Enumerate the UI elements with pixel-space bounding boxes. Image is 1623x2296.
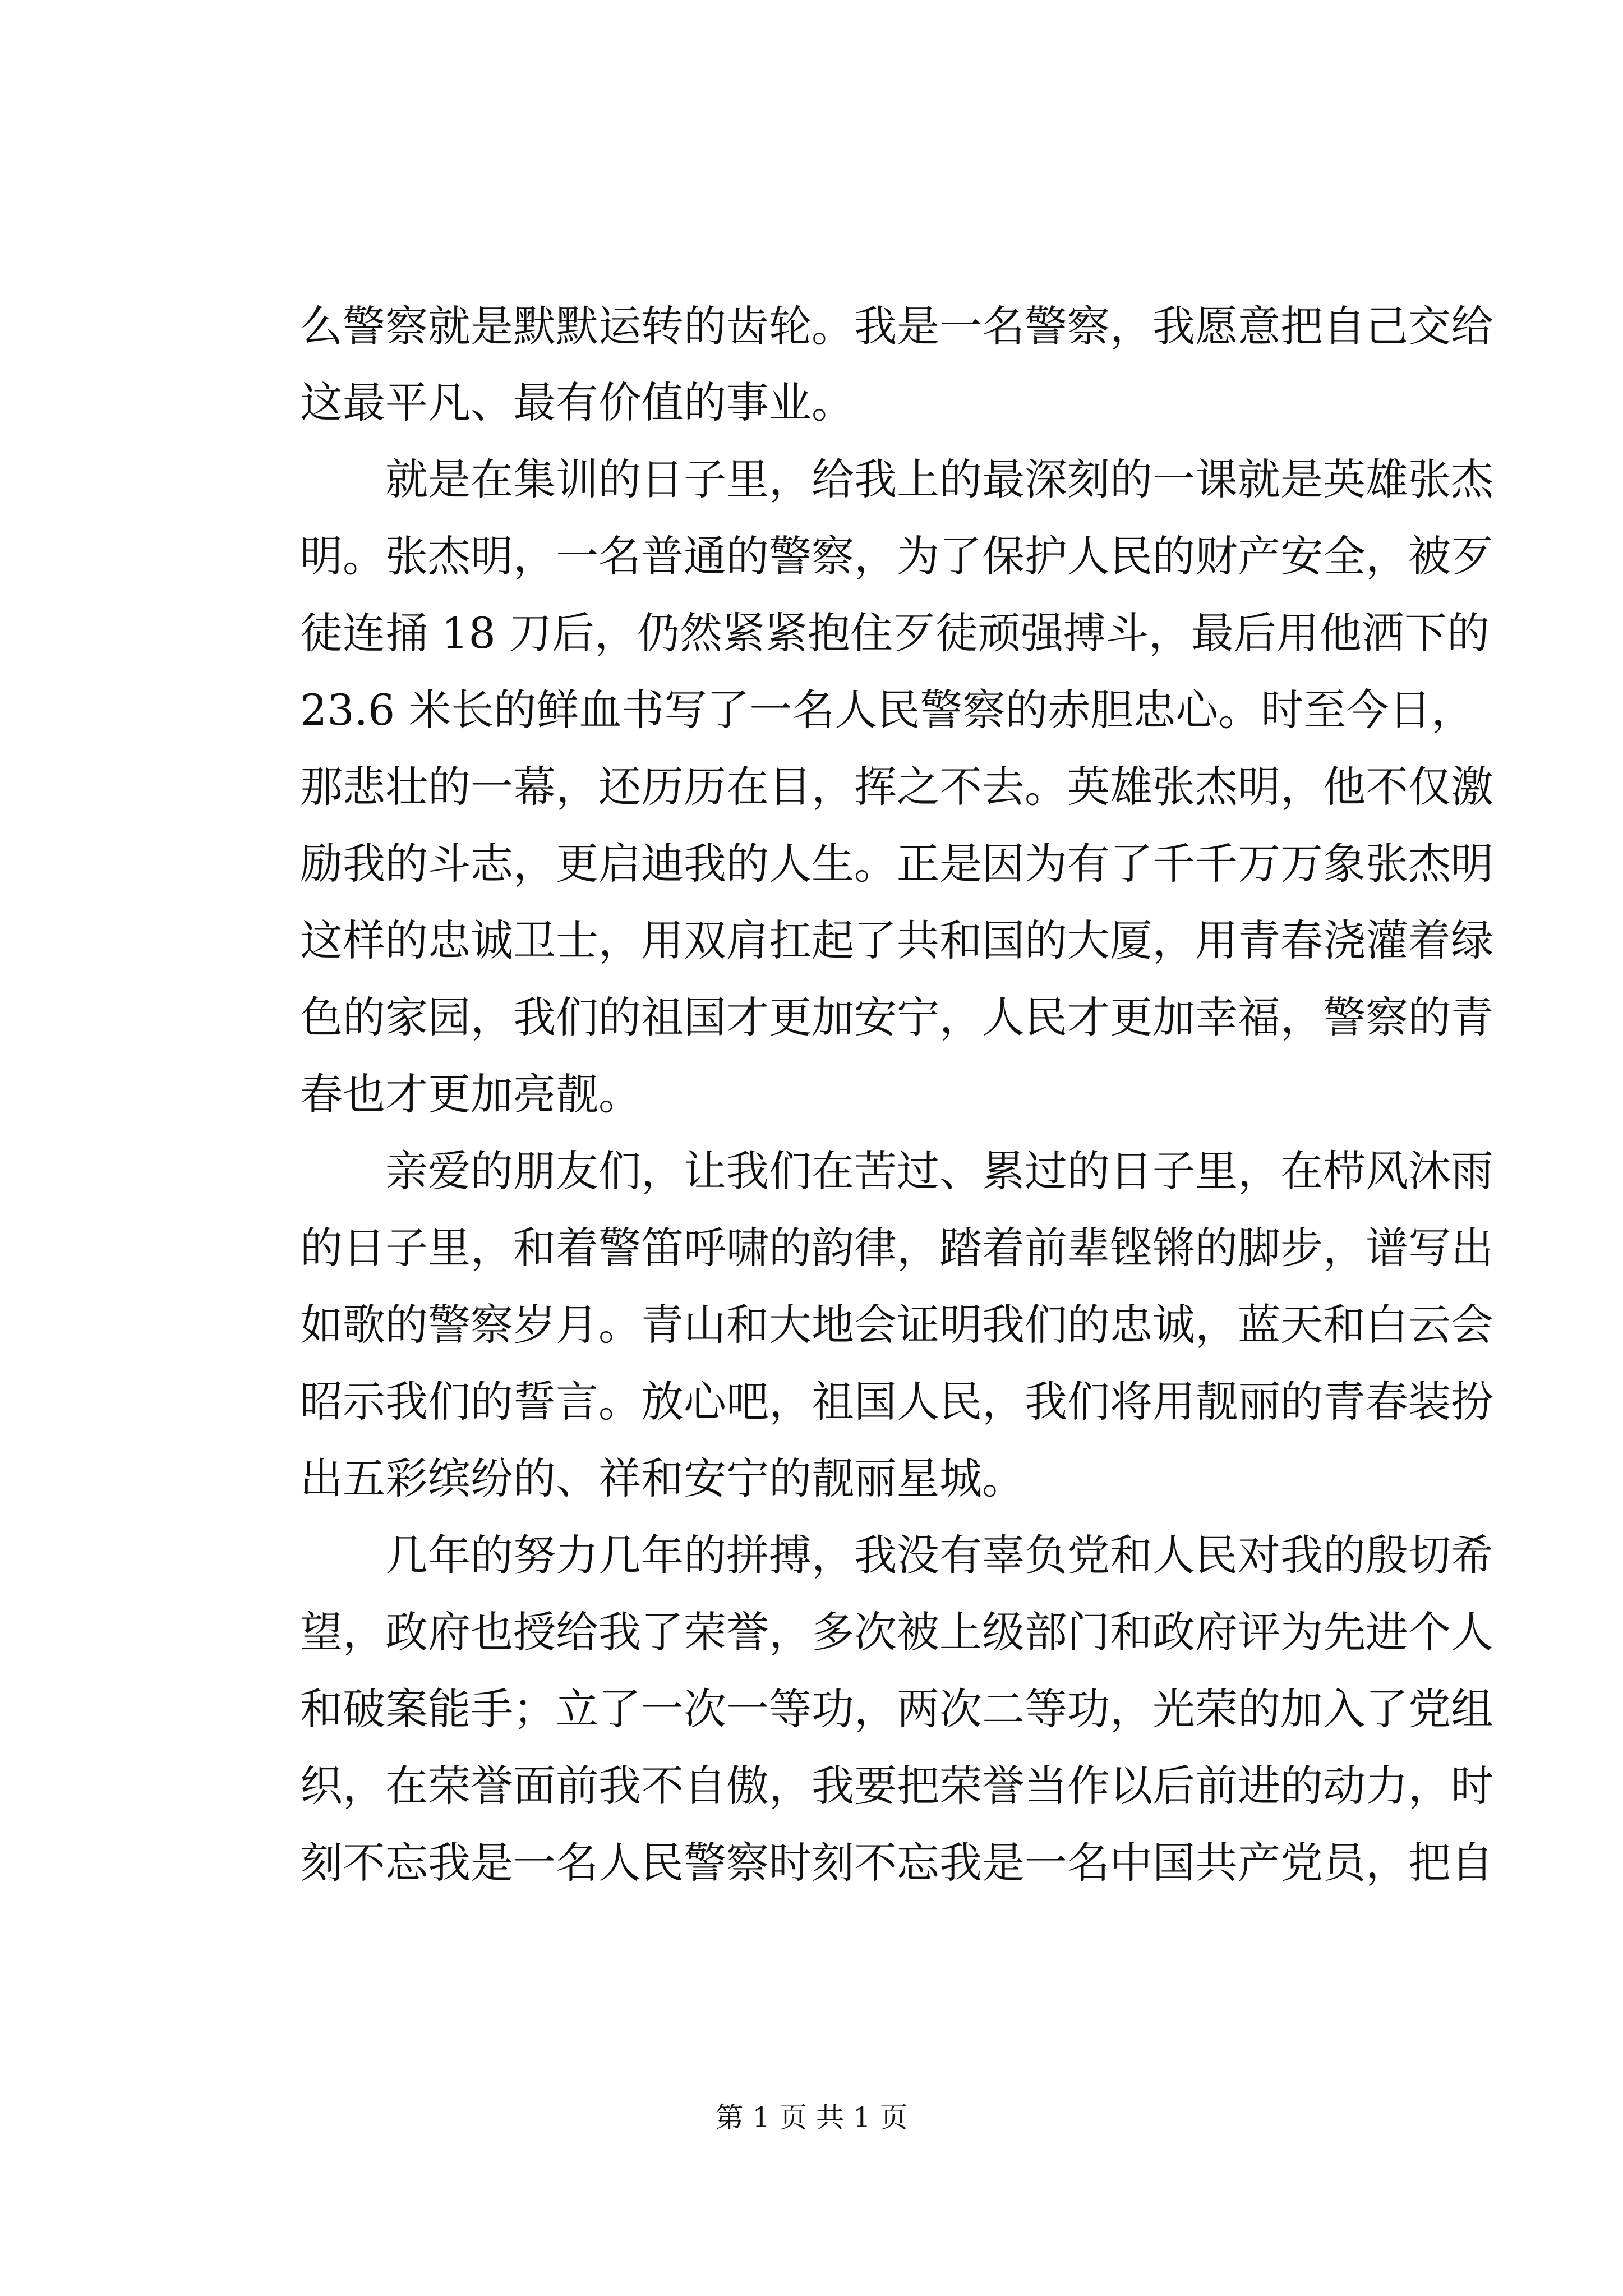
text-line: 昭示我们的誓言。放心吧，祖国人民，我们将用靓丽的青春装扮 <box>300 1377 1493 1427</box>
text-line: 的日子里，和着警笛呼啸的韵律，踏着前辈铿锵的脚步，谱写出 <box>300 1223 1493 1273</box>
page-footer: 第 1 页 共 1 页 <box>715 2101 908 2134</box>
text-line: 出五彩缤纷的、祥和安宁的靓丽星城。 <box>300 1453 1025 1503</box>
text-line: 望，政府也授给我了荣誉，多次被上级部门和政府评为先进个人 <box>300 1607 1493 1657</box>
text-line: 这样的忠诚卫士，用双肩扛起了共和国的大厦，用青春浇灌着绿 <box>300 915 1493 965</box>
text-line: 色的家园，我们的祖国才更加安宁，人民才更加幸福，警察的青 <box>300 992 1493 1042</box>
text-line: 就是在集训的日子里，给我上的最深刻的一课就是英雄张杰 <box>300 454 1493 504</box>
text-line: 几年的努力几年的拼搏，我没有辜负党和人民对我的殷切希 <box>300 1530 1493 1580</box>
text-line: 23.6 米长的鲜血书写了一名人民警察的赤胆忠心。时至今日， <box>300 685 1474 735</box>
text-line: 和破案能手；立了一次一等功，两次二等功，光荣的加入了党组 <box>300 1684 1493 1734</box>
text-line: 那悲壮的一幕，还历历在目，挥之不去。英雄张杰明，他不仅激 <box>300 762 1493 812</box>
text-line: 么警察就是默默运转的齿轮。我是一名警察，我愿意把自己交给 <box>300 301 1493 351</box>
text-line: 励我的斗志，更启迪我的人生。正是因为有了千千万万象张杰明 <box>300 839 1493 889</box>
text-line: 明。张杰明，一名普通的警察，为了保护人民的财产安全，被歹 <box>300 531 1493 581</box>
text-line: 如歌的警察岁月。青山和大地会证明我们的忠诚，蓝天和白云会 <box>300 1300 1493 1350</box>
text-line: 刻不忘我是一名人民警察时刻不忘我是一名中国共产党员，把自 <box>300 1838 1493 1888</box>
text-line: 徒连捅 18 刀后，仍然紧紧抱住歹徒顽强搏斗，最后用他洒下的 <box>300 608 1490 658</box>
text-line: 春也才更加亮靓。 <box>300 1069 641 1119</box>
text-line: 这最平凡、最有价值的事业。 <box>300 378 854 427</box>
text-line: 织，在荣誉面前我不自傲，我要把荣誉当作以后前进的动力，时 <box>300 1761 1493 1811</box>
text-line: 亲爱的朋友们，让我们在苦过、累过的日子里，在栉风沐雨 <box>300 1146 1493 1196</box>
